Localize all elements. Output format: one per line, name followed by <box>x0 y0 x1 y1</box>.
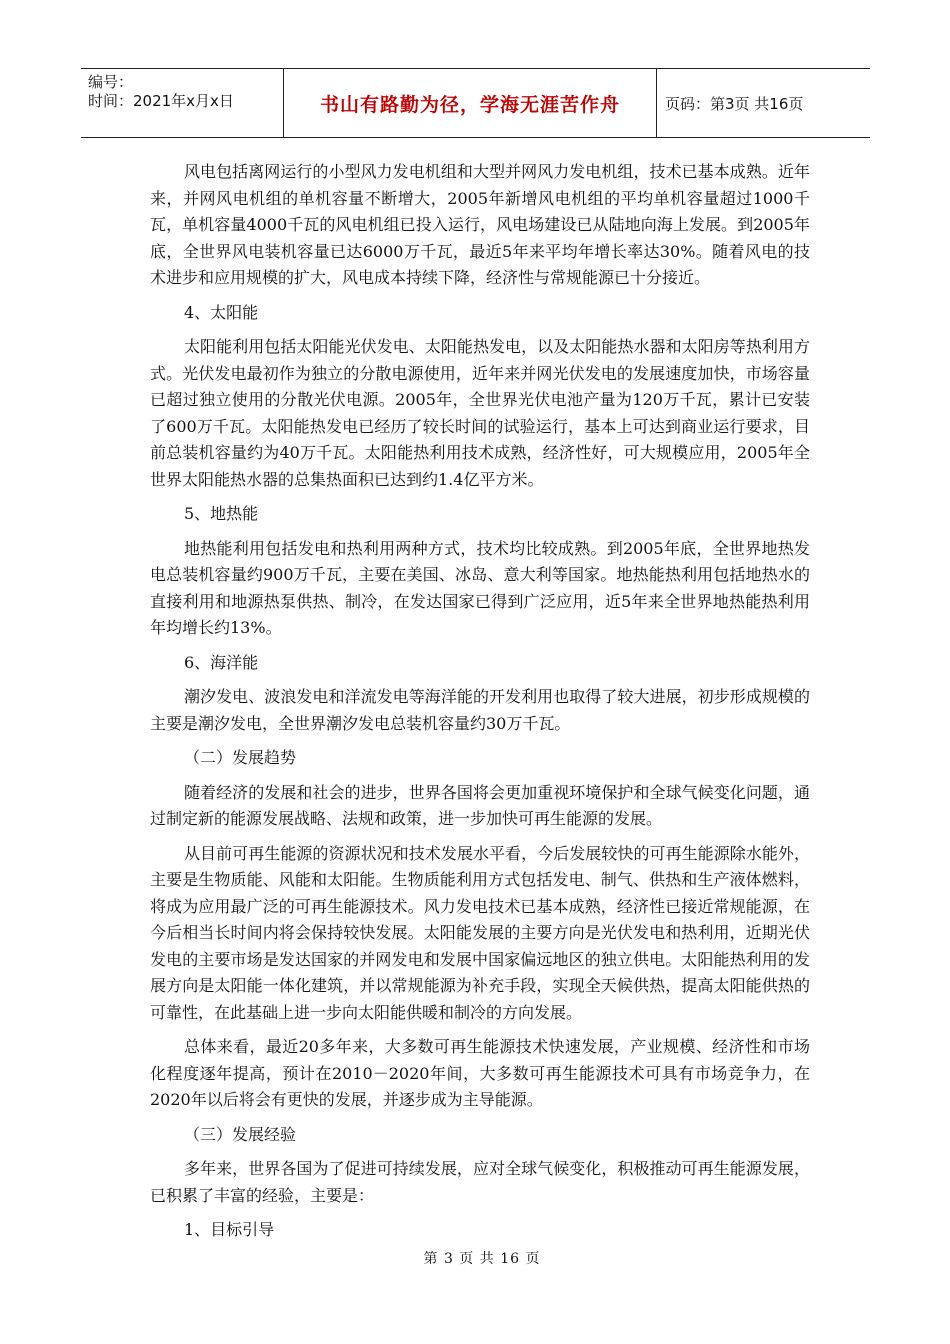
heading-trend: （二）发展趋势 <box>184 748 297 767</box>
paragraph-trend-1: 随着经济的发展和社会的进步，世界各国将会更加重视环境保护和全球气候变化问题，通过制定新的能源发展战略、法规和政策，进一步加快可再生能源的发展。 <box>150 782 810 828</box>
header-page-info-cell <box>657 69 870 137</box>
paragraph-trend-2: 从目前可再生能源的资源状况和技术发展水平看，今后发展较快的可再生能源除水能外，主要是生物质能、风能和太阳能。生物质能利用方式包括发电、制气、供热和生产液体燃料，将成为应用最广泛的可再生能源技术。风力发电技术已基本成熟，经济性已接近常规能源，在今后相当长时间内将会保持较快发展。太阳能发展的主要方向是光伏发电和热利用，近期光伏发电的主要市场是发达国家的并网发电和发展中国家偏远地区的独立供电。太阳能热利用的发展方向是太阳能一体化建筑，并以常规能源为补充手段，实现全天候供热，提高太阳能供热的可靠性，在此基础上进一步向太阳能供暖和制冷的方向发展。 <box>150 843 810 1022</box>
header-motto: 书山有路勤为径，学海无涯苦作舟 <box>319 93 620 116</box>
document-header <box>81 68 870 138</box>
heading-experience: （三）发展经验 <box>184 1124 297 1144</box>
number-label: 编号： <box>88 73 134 91</box>
paragraph-solar: 太阳能利用包括太阳能光伏发电、太阳能热发电，以及太阳能热水器和太阳房等热利用方式。光伏发电最初作为独立的分散电源使用，近年来并网光伏发电的发展速度加快，市场容量已超过独立使用的分散光伏电源。2005年，全世界光伏电池产量为120万千瓦，累计已安装了600万千瓦。太阳能热发电已经历了较长时间的试验运行，基本上可达到商业运行要求，目前总装机容量约为40万千瓦。太阳能热利用技术成熟，经济性好，可大规模应用，2005年全世界太阳能热水器的总集热面积已达到约1.4亿平方米。 <box>150 337 810 489</box>
paragraph-wind: 风电包括离网运行的小型风力发电机组和大型并网风力发电机组，技术已基本成熟。近年来，并网风电机组的单机容量不断增大，2005年新增风电机组的平均单机容量超过1000千瓦，单机容量4000千瓦的风电机组已投入运行，风电场建设已从陆地向海上发展。到2005年底，全世界风电装机容量已达6000万千瓦，最近5年来平均年增长率达30%。随着风电的技术进步和应用规模的扩大，风电成本持续下降，经济性与常规能源已十分接近。 <box>150 162 810 287</box>
paragraph-experience: 多年来，世界各国为了促进可持续发展，应对全球气候变化，积极推动可再生能源发展，已积累了丰富的经验，主要是： <box>150 1159 810 1205</box>
page-footer: 第 3 页 共 16 页 <box>423 1251 541 1267</box>
heading-solar: 4、太阳能 <box>184 302 259 322</box>
paragraph-geothermal: 地热能利用包括发电和热利用两种方式，技术均比较成熟。到2005年底，全世界地热发电总装机容量约900万千瓦，主要在美国、冰岛、意大利等国家。地热能热利用包括地热水的直接利用和地源热泵供热、制冷，在发达国家已得到广泛应用，近5年来全世界地热能热利用年均增长约13%。 <box>150 538 810 637</box>
heading-geothermal: 5、地热能 <box>184 504 259 523</box>
header-page-info: 页码：第3页 共16页 <box>665 94 804 113</box>
paragraph-trend-3: 总体来看，最近20多年来，大多数可再生能源技术快速发展，产业规模、经济性和市场化程度逐年提高，预计在2010－2020年间，大多数可再生能源技术可具有市场竞争力，在2020年以后将会有更快的发展，并逐步成为主导能源。 <box>150 1037 810 1109</box>
paragraph-ocean: 潮汐发电、波浪发电和洋流发电等海洋能的开发利用也取得了较大进展，初步形成规模的主要是潮汐发电，全世界潮汐发电总装机容量约30万千瓦。 <box>150 687 810 733</box>
heading-ocean: 6、海洋能 <box>184 652 259 672</box>
header-motto-cell <box>284 69 657 137</box>
heading-goal-guidance: 1、目标引导 <box>184 1220 275 1239</box>
date-label: 时间：2021年x月x日 <box>88 92 234 110</box>
document-body <box>150 159 810 1252</box>
header-meta <box>81 69 284 137</box>
